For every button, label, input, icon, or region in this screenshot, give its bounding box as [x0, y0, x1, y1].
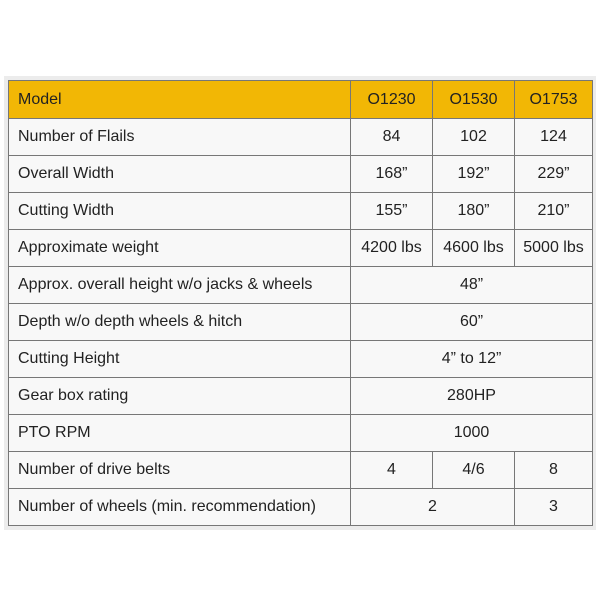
header-model-o1530: O1530 [433, 81, 515, 119]
cell-value: 168” [351, 156, 433, 193]
cell-value: 124 [515, 119, 593, 156]
cell-value: 192” [433, 156, 515, 193]
table-row [9, 378, 593, 415]
row-label-number-of-wheels: Number of wheels (min. recommendation) [9, 489, 351, 526]
table-row [9, 341, 593, 378]
table-row [9, 304, 593, 341]
header-model-o1753: O1753 [515, 81, 593, 119]
cell-value: 155” [351, 193, 433, 230]
cell-value: 1000 [351, 415, 593, 452]
table-row [9, 452, 593, 489]
row-label-depth: Depth w/o depth wheels & hitch [9, 304, 351, 341]
table-row [9, 193, 593, 230]
header-label: Model [9, 81, 351, 119]
table-row [9, 119, 593, 156]
row-label-number-of-flails: Number of Flails [9, 119, 351, 156]
cell-value: 4 [351, 452, 433, 489]
cell-value: 5000 lbs [515, 230, 593, 267]
cell-value: 4200 lbs [351, 230, 433, 267]
specifications-table [8, 80, 593, 526]
table-row [9, 489, 593, 526]
table-row [9, 156, 593, 193]
table-row [9, 267, 593, 304]
row-label-overall-height: Approx. overall height w/o jacks & wheels [9, 267, 351, 304]
table-header-row [9, 81, 593, 119]
cell-value: 4600 lbs [433, 230, 515, 267]
cell-value: 102 [433, 119, 515, 156]
row-label-cutting-width: Cutting Width [9, 193, 351, 230]
cell-value: 84 [351, 119, 433, 156]
cell-value: 60” [351, 304, 593, 341]
cell-value: 4/6 [433, 452, 515, 489]
cell-value: 8 [515, 452, 593, 489]
cell-value: 229” [515, 156, 593, 193]
row-label-cutting-height: Cutting Height [9, 341, 351, 378]
cell-value: 3 [515, 489, 593, 526]
cell-value: 180” [433, 193, 515, 230]
cell-value: 280HP [351, 378, 593, 415]
cell-value: 48” [351, 267, 593, 304]
table-row [9, 230, 593, 267]
table-row [9, 415, 593, 452]
cell-value: 210” [515, 193, 593, 230]
row-label-drive-belts: Number of drive belts [9, 452, 351, 489]
header-model-o1230: O1230 [351, 81, 433, 119]
cell-value: 2 [351, 489, 515, 526]
row-label-overall-width: Overall Width [9, 156, 351, 193]
row-label-gear-box-rating: Gear box rating [9, 378, 351, 415]
cell-value: 4” to 12” [351, 341, 593, 378]
row-label-pto-rpm: PTO RPM [9, 415, 351, 452]
row-label-approximate-weight: Approximate weight [9, 230, 351, 267]
